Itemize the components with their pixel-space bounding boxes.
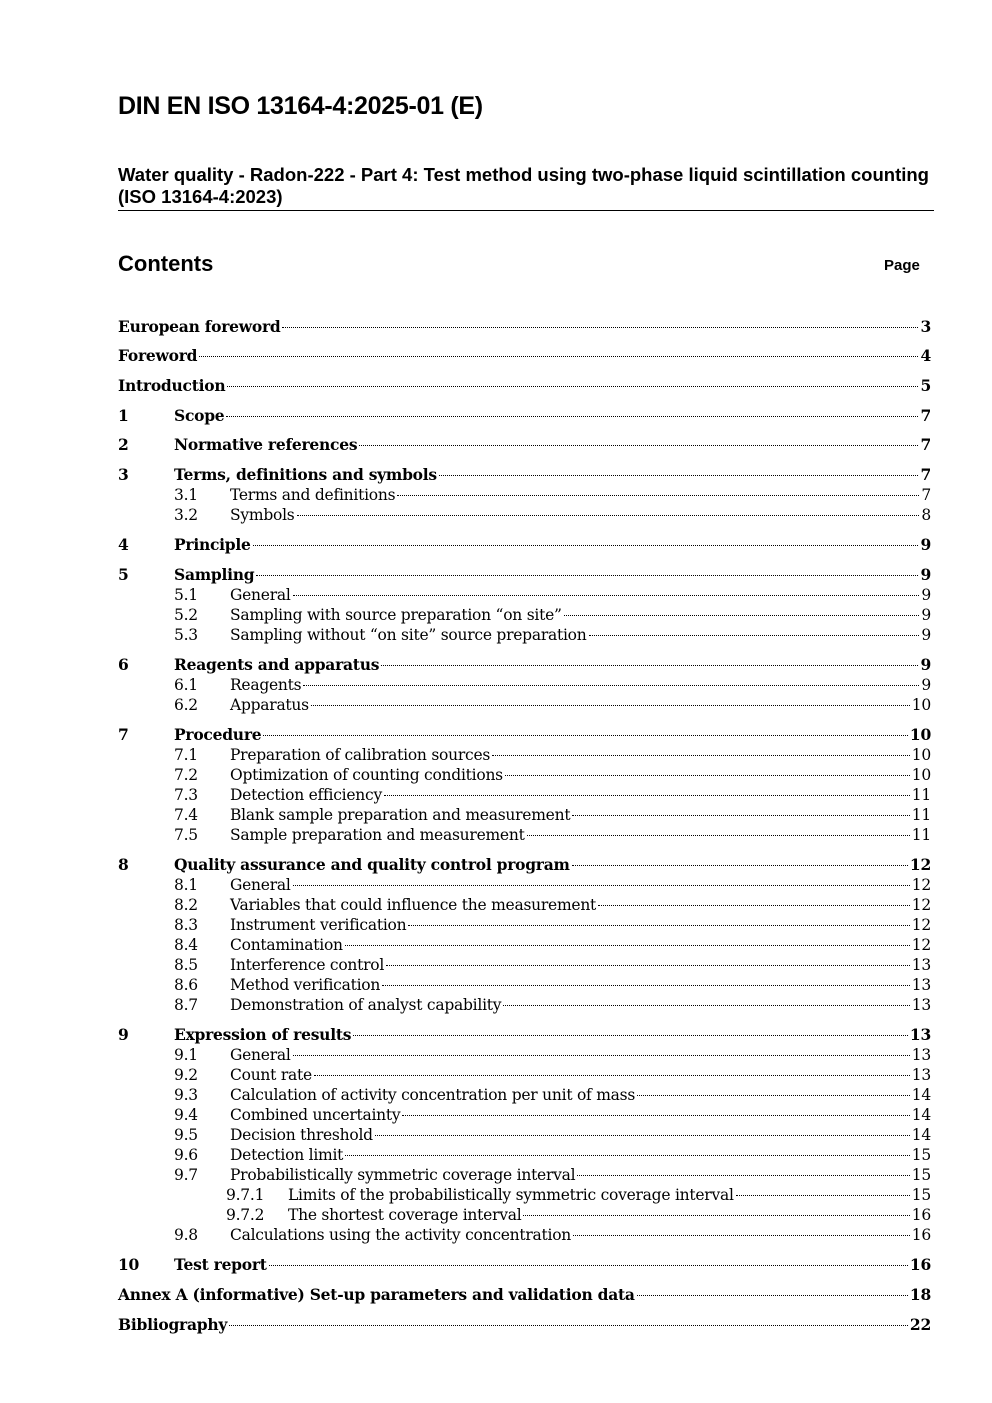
toc-entry[interactable] [118,1044,931,1066]
toc-entry-page: 9 [920,655,931,674]
toc-entry-page: 13 [911,956,931,974]
dot-leader [505,775,910,776]
toc-entry[interactable] [118,1204,931,1226]
toc-entry[interactable] [118,316,931,338]
toc-entry[interactable] [118,1284,931,1306]
toc-entry-number: 8.7 [174,996,198,1014]
dot-leader [439,475,919,476]
toc-entry[interactable] [118,894,931,916]
toc-entry-page: 11 [911,826,931,844]
toc-entry-number: 8.4 [174,936,198,954]
toc-entry-number: 7.5 [174,826,198,844]
toc-entry-page: 9 [921,586,931,604]
toc-entry-title: Limits of the probabilistically symmetric coverage interval [288,1186,734,1204]
toc-entry-title: European foreword [118,317,281,336]
toc-entry[interactable] [118,914,931,936]
toc-entry-page: 22 [909,1315,931,1334]
toc-entry-number: 3 [118,465,129,484]
toc-entry[interactable] [118,1104,931,1126]
toc-entry-number: 6.1 [174,676,198,694]
toc-entry-number: 1 [118,406,129,425]
dot-leader [572,865,908,866]
toc-entry-number: 9.7.1 [226,1186,265,1204]
toc-entry-title: General [230,586,291,604]
toc-entry-number: 8.5 [174,956,198,974]
toc-entry-number: 9.4 [174,1106,198,1124]
toc-entry-title: Principle [174,535,251,554]
toc-entry[interactable] [118,604,931,626]
toc-entry-page: 10 [911,746,931,764]
toc-entry-title: General [230,1046,291,1064]
page-column-heading: Page [884,257,920,274]
toc-entry[interactable] [118,1144,931,1166]
dot-leader [199,356,918,357]
toc-entry[interactable] [118,624,931,646]
toc-entry-title: Interference control [230,956,385,974]
toc-entry-title: Calculation of activity concentration per unit of mass [230,1086,636,1104]
toc-entry[interactable] [118,1314,931,1336]
toc-entry[interactable] [118,744,931,766]
dot-leader [227,386,918,387]
toc-entry-page: 9 [920,535,931,554]
dot-leader [564,615,920,616]
toc-entry[interactable] [118,784,931,806]
toc-entry[interactable] [118,824,931,846]
dot-leader [492,755,910,756]
dot-leader [573,1235,910,1236]
toc-entry-page: 10 [909,725,931,744]
dot-leader [293,595,920,596]
toc-entry-number: 8.3 [174,916,198,934]
toc-entry[interactable] [118,994,931,1016]
toc-entry-page: 15 [911,1186,931,1204]
toc-entry-page: 8 [921,506,931,524]
dot-leader [384,795,910,796]
toc-entry-page: 13 [911,1066,931,1084]
dot-leader [402,1115,909,1116]
toc-entry-title: Annex A (informative) Set-up parameters and validation data [118,1285,635,1304]
toc-entry[interactable] [118,1224,931,1246]
toc-entry-number: 9.7 [174,1166,198,1184]
toc-entry[interactable] [118,674,931,696]
toc-entry-number: 6 [118,655,129,674]
dot-leader [293,885,910,886]
toc-entry[interactable] [118,434,931,456]
toc-entry-page: 9 [921,626,931,644]
toc-entry[interactable] [118,804,931,826]
toc-entry-title: Bibliography [118,1315,228,1334]
toc-entry-title: Quality assurance and quality control program [174,855,570,874]
toc-entry-number: 7.3 [174,786,198,804]
toc-entry-number: 3.1 [174,486,198,504]
toc-entry-number: 9 [118,1025,129,1044]
toc-entry[interactable] [118,1254,931,1276]
toc-entry-page: 15 [911,1146,931,1164]
title-rule [118,210,934,211]
toc-entry-page: 12 [911,936,931,954]
toc-entry-title: Probabilistically symmetric coverage interval [230,1166,576,1184]
toc-entry-title: Apparatus [230,696,309,714]
document-subtitle: Water quality - Radon-222 - Part 4: Test method using two-phase liquid scintillation counting (ISO 13164-4:2023) [118,164,929,207]
dot-leader [375,1135,910,1136]
dot-leader [263,735,908,736]
toc-entry[interactable] [118,974,931,996]
toc-entry-page: 12 [911,876,931,894]
dot-leader [282,327,918,328]
toc-entry-title: Detection limit [230,1146,344,1164]
dot-leader [637,1295,908,1296]
toc-entry-title: Variables that could influence the measurement [230,896,597,914]
toc-entry-title: Reagents [230,676,302,694]
dot-leader [229,1325,908,1326]
toc-entry-page: 7 [921,486,931,504]
toc-entry-page: 4 [920,346,931,365]
toc-entry-number: 10 [118,1255,140,1274]
dot-leader [527,835,910,836]
toc-entry[interactable] [118,694,931,716]
toc-entry-page: 13 [911,976,931,994]
toc-entry-page: 12 [911,896,931,914]
toc-entry-page: 5 [920,376,931,395]
toc-entry-title: Decision threshold [230,1126,373,1144]
toc-entry-title: Sampling [174,565,255,584]
toc-entry-page: 16 [911,1226,931,1244]
toc-entry-page: 12 [911,916,931,934]
toc-entry-page: 12 [909,855,931,874]
toc-entry-title: Foreword [118,346,198,365]
toc-entry-page: 14 [911,1086,931,1104]
toc-entry-number: 6.2 [174,696,198,714]
toc-entry[interactable] [118,954,931,976]
toc-entry[interactable] [118,1084,931,1106]
toc-entry[interactable] [118,584,931,606]
toc-entry-number: 3.2 [174,506,198,524]
dot-leader [572,815,909,816]
toc-entry-number: 7 [118,725,129,744]
dot-leader [589,635,920,636]
toc-entry[interactable] [118,1184,931,1206]
toc-entry-title: Count rate [230,1066,312,1084]
toc-entry-number: 9.6 [174,1146,198,1164]
toc-entry[interactable] [118,564,931,586]
dot-leader [381,665,918,666]
toc-entry[interactable] [118,654,931,676]
toc-entry-title: Optimization of counting conditions [230,766,503,784]
dot-leader [303,685,919,686]
dot-leader [311,705,910,706]
toc-entry-page: 3 [920,317,931,336]
toc-entry-number: 9.2 [174,1066,198,1084]
dot-leader [269,1265,908,1266]
toc-entry-title: Contamination [230,936,343,954]
toc-entry-title: Method verification [230,976,381,994]
toc-entry-number: 8.6 [174,976,198,994]
dot-leader [353,1035,908,1036]
toc-entry[interactable] [118,1024,931,1046]
dot-leader [293,1055,910,1056]
dot-leader [359,445,918,446]
toc-entry-number: 7.1 [174,746,198,764]
toc-entry-page: 16 [911,1206,931,1224]
toc-entry-page: 7 [920,406,931,425]
toc-entry[interactable] [118,345,931,367]
toc-entry-page: 14 [911,1106,931,1124]
toc-entry-number: 9.3 [174,1086,198,1104]
toc-entry-title: Procedure [174,725,262,744]
toc-entry-page: 10 [911,696,931,714]
toc-entry-title: Reagents and apparatus [174,655,380,674]
dot-leader [345,1155,910,1156]
toc-entry-page: 11 [911,806,931,824]
toc-entry-number: 9.1 [174,1046,198,1064]
toc-entry[interactable] [118,874,931,896]
toc-entry-title: Instrument verification [230,916,407,934]
toc-entry-page: 9 [921,606,931,624]
dot-leader [345,945,910,946]
toc-entry[interactable] [118,504,931,526]
toc-entry-title: Detection efficiency [230,786,382,804]
toc-entry[interactable] [118,1124,931,1146]
toc-entry-page: 7 [920,465,931,484]
dot-leader [397,495,919,496]
toc-entry-number: 5.3 [174,626,198,644]
toc-entry[interactable] [118,405,931,427]
toc-entry-page: 9 [921,676,931,694]
toc-entry-title: Sampling with source preparation “on site” [230,606,562,624]
toc-entry-title: Scope [174,406,225,425]
toc-entry-page: 11 [911,786,931,804]
toc-entry-number: 5 [118,565,129,584]
toc-entry-title: Calculations using the activity concentration [230,1226,572,1244]
toc-entry-title: Sample preparation and measurement [230,826,525,844]
toc-entry[interactable] [118,534,931,556]
dot-leader [408,925,909,926]
dot-leader [386,965,910,966]
dot-leader [314,1075,910,1076]
toc-entry-page: 16 [909,1255,931,1274]
dot-leader [637,1095,910,1096]
dot-leader [523,1215,909,1216]
toc-entry-number: 8 [118,855,129,874]
dot-leader [226,416,918,417]
toc-entry-title: General [230,876,291,894]
toc-entry[interactable] [118,724,931,746]
toc-entry-number: 5.2 [174,606,198,624]
toc-entry-page: 10 [911,766,931,784]
toc-entry-title: Demonstration of analyst capability [230,996,502,1014]
toc-entry-title: Expression of results [174,1025,352,1044]
toc-entry-page: 13 [909,1025,931,1044]
document-title: DIN EN ISO 13164-4:2025-01 (E) [118,92,483,120]
toc-entry-page: 7 [920,435,931,454]
toc-entry[interactable] [118,464,931,486]
toc-entry-title: Test report [174,1255,267,1274]
dot-leader [598,905,910,906]
toc-entry-title: Preparation of calibration sources [230,746,491,764]
dot-leader [382,985,910,986]
toc-entry-number: 5.1 [174,586,198,604]
dot-leader [297,515,920,516]
toc-entry-title: Terms, definitions and symbols [174,465,437,484]
toc-entry-number: 9.7.2 [226,1206,265,1224]
toc-entry-title: Blank sample preparation and measurement [230,806,571,824]
toc-entry-title: Combined uncertainty [230,1106,401,1124]
toc-entry[interactable] [118,1064,931,1086]
toc-entry[interactable] [118,934,931,956]
dot-leader [736,1195,910,1196]
toc-entry-number: 9.5 [174,1126,198,1144]
toc-entry[interactable] [118,764,931,786]
dot-leader [503,1005,909,1006]
toc-entry[interactable] [118,1164,931,1186]
toc-entry-page: 13 [911,996,931,1014]
toc-entry-title: The shortest coverage interval [288,1206,522,1224]
dot-leader [577,1175,909,1176]
toc-entry-title: Symbols [230,506,295,524]
toc-entry-page: 13 [911,1046,931,1064]
toc-entry-title: Sampling without “on site” source preparation [230,626,587,644]
toc-entry-title: Normative references [174,435,358,454]
toc-entry-page: 14 [911,1126,931,1144]
toc-entry-number: 8.1 [174,876,198,894]
toc-entry-number: 7.2 [174,766,198,784]
toc-entry-number: 8.2 [174,896,198,914]
toc-entry[interactable] [118,375,931,397]
toc-entry-title: Introduction [118,376,226,395]
toc-entry-number: 4 [118,535,129,554]
toc-entry-number: 7.4 [174,806,198,824]
contents-heading: Contents [118,251,214,276]
toc-entry[interactable] [118,484,931,506]
toc-entry-number: 2 [118,435,129,454]
dot-leader [256,575,918,576]
toc-entry[interactable] [118,854,931,876]
toc-entry-page: 9 [920,565,931,584]
toc-entry-page: 18 [909,1285,931,1304]
toc-entry-number: 9.8 [174,1226,198,1244]
dot-leader [253,545,919,546]
toc-entry-title: Terms and definitions [230,486,396,504]
toc-entry-page: 15 [911,1166,931,1184]
